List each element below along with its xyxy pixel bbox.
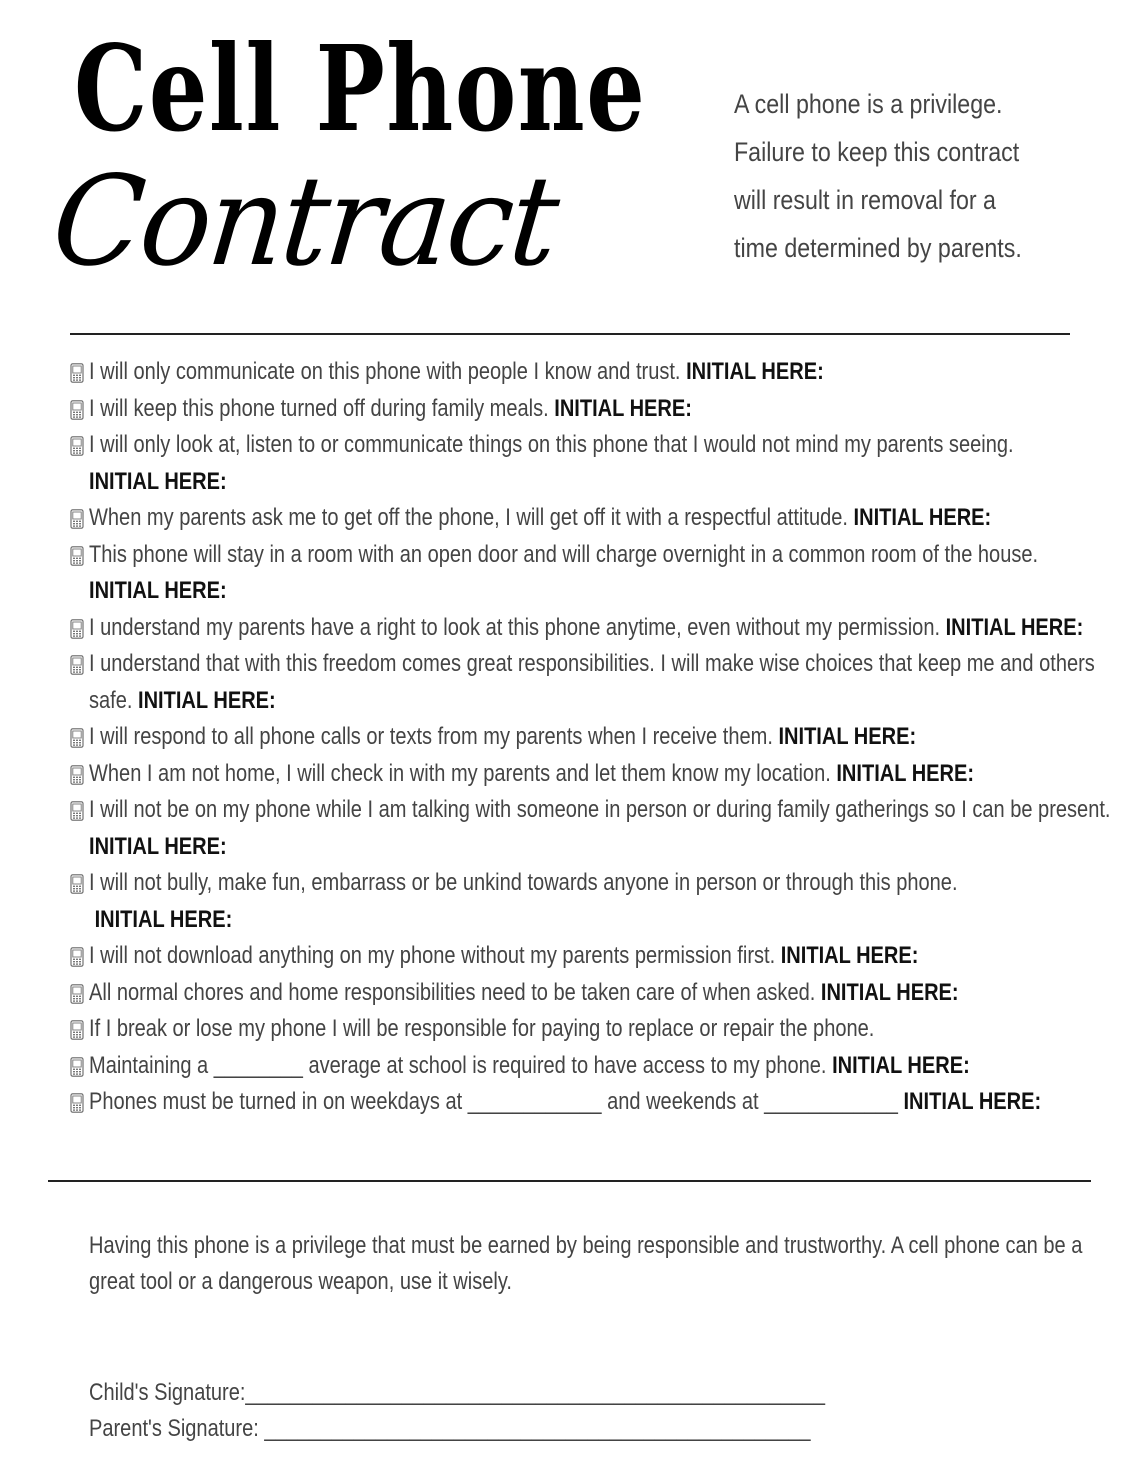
initial-here-label[interactable]: INITIAL HERE: bbox=[554, 394, 692, 422]
rule-item bbox=[70, 1048, 1140, 1085]
rule-content bbox=[89, 500, 1116, 537]
cell-phone-icon bbox=[70, 765, 84, 785]
rule-content bbox=[89, 537, 1116, 610]
rule-text: All normal chores and home responsibilities need to be taken care of when asked. bbox=[89, 978, 821, 1006]
cell-phone-icon bbox=[70, 1093, 84, 1113]
cell-phone-icon bbox=[70, 947, 84, 967]
rule-text: Phones must be turned in on weekdays at ____________ and weekends at ____________ bbox=[89, 1088, 904, 1115]
rule-text: I will keep this phone turned off during family meals. bbox=[89, 394, 555, 422]
rule-item bbox=[70, 427, 1140, 500]
top-divider bbox=[70, 333, 1070, 335]
rule-content bbox=[89, 391, 1116, 428]
initial-here-label[interactable]: INITIAL HERE: bbox=[853, 504, 992, 531]
initial-here-label[interactable]: INITIAL HERE: bbox=[89, 832, 227, 860]
rule-item bbox=[70, 610, 1140, 647]
rule-text: I understand that with this freedom comes great responsibilities. I will make wise choices that keep me and others safe. bbox=[89, 650, 1095, 714]
rule-content bbox=[89, 975, 1116, 1012]
initial-here-label[interactable]: INITIAL HERE: bbox=[832, 1051, 970, 1079]
cell-phone-icon bbox=[70, 655, 84, 675]
initial-here-label[interactable]: INITIAL HERE: bbox=[778, 723, 917, 750]
cell-phone-icon bbox=[70, 400, 84, 420]
rule-item bbox=[70, 1084, 1140, 1121]
cell-phone-icon bbox=[70, 619, 84, 639]
initial-here-label[interactable]: INITIAL HERE: bbox=[89, 467, 227, 495]
rule-text: I will not download anything on my phone without my parents permission first. bbox=[89, 942, 781, 969]
initial-here-label[interactable]: INITIAL HERE: bbox=[89, 577, 227, 604]
cell-phone-icon bbox=[70, 509, 84, 529]
initial-here-label[interactable]: INITIAL HERE: bbox=[89, 905, 233, 933]
rule-content bbox=[89, 865, 1116, 938]
child-signature-line[interactable]: Child's Signature:____________________________________________________ bbox=[89, 1379, 826, 1406]
rule-item bbox=[70, 719, 1140, 756]
rule-text: Maintaining a ________ average at school is required to have access to my phone. bbox=[89, 1051, 833, 1079]
rule-content bbox=[89, 646, 1116, 719]
initial-here-label[interactable]: INITIAL HERE: bbox=[836, 759, 975, 787]
rule-content bbox=[89, 427, 1116, 500]
rule-content bbox=[89, 719, 1116, 756]
rule-text: I will respond to all phone calls or texts from my parents when I receive them. bbox=[89, 723, 779, 750]
cell-phone-icon bbox=[70, 436, 84, 456]
rule-text: I will not be on my phone while I am talking with someone in person or during family gatherings so I can be present. bbox=[89, 796, 1111, 823]
initial-here-label[interactable]: INITIAL HERE: bbox=[138, 686, 276, 714]
contract-title: Cell Phone bbox=[74, 19, 647, 158]
rule-text: I will not bully, make fun, embarrass or be unkind towards anyone in person or through this phone. bbox=[89, 869, 958, 896]
cell-phone-icon bbox=[70, 874, 84, 894]
rule-content bbox=[89, 354, 1116, 391]
closing-statement: Having this phone is a privilege that must be earned by being responsible and trustworthy. A cell phone can be a great tool or a dangerous weapon, use it wisely. bbox=[89, 1232, 1083, 1295]
initial-here-label[interactable]: INITIAL HERE: bbox=[820, 978, 959, 1006]
cell-phone-icon bbox=[70, 363, 84, 383]
rule-text: When my parents ask me to get off the phone, I will get off it with a respectful attitude. bbox=[89, 504, 854, 531]
cell-phone-icon bbox=[70, 728, 84, 748]
rule-item bbox=[70, 500, 1140, 537]
rule-text: I understand my parents have a right to look at this phone anytime, even without my permission. bbox=[89, 613, 946, 641]
bottom-divider bbox=[48, 1180, 1091, 1182]
rule-item bbox=[70, 537, 1140, 610]
rule-item bbox=[70, 354, 1140, 391]
initial-here-label[interactable]: INITIAL HERE: bbox=[903, 1088, 1042, 1115]
rule-item bbox=[70, 792, 1140, 865]
rule-content bbox=[89, 1084, 1116, 1121]
rules-list bbox=[70, 354, 1140, 1121]
rule-item bbox=[70, 756, 1140, 793]
rule-item bbox=[70, 975, 1140, 1012]
rule-item bbox=[70, 391, 1140, 428]
cell-phone-icon bbox=[70, 801, 84, 821]
rule-content bbox=[89, 938, 1116, 975]
rule-text: I will only communicate on this phone with people I know and trust. bbox=[89, 358, 687, 385]
contract-script-title: Contract bbox=[46, 150, 563, 294]
rule-content bbox=[89, 1011, 1116, 1048]
intro-line: A cell phone is a privilege. bbox=[734, 89, 1003, 119]
initial-here-label[interactable]: INITIAL HERE: bbox=[780, 942, 919, 969]
rule-text: I will only look at, listen to or communicate things on this phone that I would not mind my parents seeing. bbox=[89, 431, 1014, 458]
rule-item bbox=[70, 938, 1140, 975]
parent-signature-line[interactable]: Parent's Signature: _________________________________________________ bbox=[89, 1415, 811, 1442]
rule-item bbox=[70, 865, 1140, 938]
rule-content bbox=[89, 792, 1116, 865]
intro-line: Failure to keep this contract bbox=[734, 137, 1020, 167]
intro-text bbox=[734, 80, 1061, 272]
cell-phone-icon bbox=[70, 546, 84, 566]
rule-item bbox=[70, 646, 1140, 719]
rule-content bbox=[89, 756, 1116, 793]
rule-content bbox=[89, 610, 1116, 647]
initial-here-label[interactable]: INITIAL HERE: bbox=[686, 358, 824, 385]
initial-here-label[interactable]: INITIAL HERE: bbox=[945, 613, 1084, 641]
intro-line: will result in removal for a bbox=[734, 185, 996, 215]
cell-phone-icon bbox=[70, 984, 84, 1004]
rule-text: This phone will stay in a room with an open door and will charge overnight in a common room of the house. bbox=[89, 540, 1039, 568]
cell-phone-icon bbox=[70, 1057, 84, 1077]
intro-line: time determined by parents. bbox=[734, 233, 1022, 263]
cell-phone-icon bbox=[70, 1020, 84, 1040]
rule-text: When I am not home, I will check in with my parents and let them know my location. bbox=[89, 759, 837, 787]
rule-content bbox=[89, 1048, 1116, 1085]
rule-item bbox=[70, 1011, 1140, 1048]
rule-text: If I break or lose my phone I will be responsible for paying to replace or repair the phone. bbox=[89, 1015, 875, 1042]
